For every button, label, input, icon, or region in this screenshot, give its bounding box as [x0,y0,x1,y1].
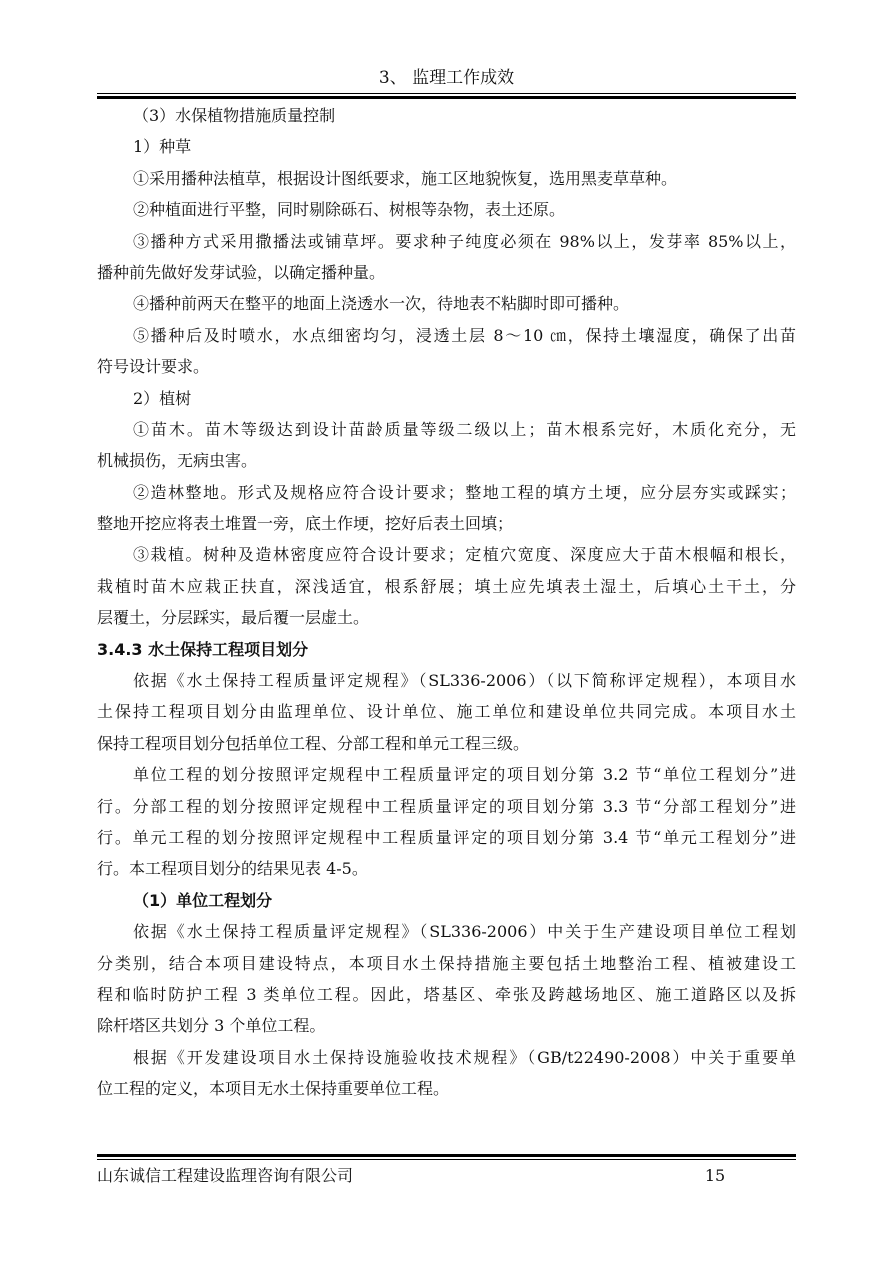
header-rule-thin [97,93,796,94]
document-body [97,100,796,1105]
text-line: ③播种方式采用撒播法或铺草坪。要求种子纯度必须在 98%以上，发芽率 85%以上， [133,231,796,251]
text-line: （3）水保植物措施质量控制 [133,106,336,125]
text-line: ④播种前两天在整平的地面上浇透水一次，待地表不粘脚时即可播种。 [133,294,630,314]
footer-company: 山东诚信工程建设监理咨询有限公司 [97,1166,354,1185]
footer-page-number: 15 [704,1166,726,1185]
text-line: 行。本工程项目划分的结果见表 4-5。 [97,859,368,879]
text-line: 依据《水土保持工程质量评定规程》（SL336-2006）中关于生产建设项目单位工程划 [133,922,796,942]
text-line: 行。单元工程的划分按照评定规程中工程质量评定的项目划分第 3.4 节“单元工程划分”进 [97,827,796,847]
text-line: 层覆土，分层踩实，最后覆一层虚土。 [97,608,370,628]
text-line: 机械损伤，无病虫害。 [97,451,258,471]
text-line: ①采用播种法植草，根据设计图纸要求，施工区地貌恢复，选用黑麦草草种。 [133,168,678,188]
text-line: 位工程的定义，本项目无水土保持重要单位工程。 [97,1079,450,1099]
text-line: 土保持工程项目划分由监理单位、设计单位、施工单位和建设单位共同完成。本项目水土 [97,702,796,722]
text-line: 行。分部工程的划分按照评定规程中工程质量评定的项目划分第 3.3 节“分部工程划分”进 [97,796,796,816]
text-line: 符号设计要求。 [97,357,210,377]
text-line: 整地开挖应将表土堆置一旁，底土作埂，挖好后表土回填； [97,514,514,534]
text-line: 2）植树 [133,388,192,408]
text-line: 分类别，结合本项目建设特点，本项目水土保持措施主要包括土地整治工程、植被建设工 [97,953,796,973]
text-line: ①苗木。苗木等级达到设计苗龄质量等级二级以上；苗木根系完好，木质化充分，无 [133,419,796,439]
text-line: ②种植面进行平整，同时剔除砾石、树根等杂物，表土还原。 [133,200,566,220]
text-line: 3.4.3 水土保持工程项目划分 [97,639,309,659]
text-line: ②造林整地。形式及规格应符合设计要求；整地工程的填方土埂，应分层夯实或踩实； [133,482,796,502]
page-header-title: 3、 监理工作成效 [378,68,515,88]
text-line: 播种前先做好发芽试验，以确定播种量。 [97,262,386,282]
text-line: 单位工程的划分按照评定规程中工程质量评定的项目划分第 3.2 节“单位工程划分”进 [133,765,796,785]
text-line: ⑤播种后及时喷水，水点细密均匀，浸透土层 8～10 ㎝，保持土壤湿度，确保了出苗 [133,325,796,345]
text-line: 根据《开发建设项目水土保持设施验收技术规程》（GB/t22490-2008）中关于重要单 [133,1047,796,1067]
text-line: （1）单位工程划分 [133,890,273,910]
text-line: 1）种草 [133,137,192,157]
text-line: 依据《水土保持工程质量评定规程》（SL336-2006）（以下简称评定规程），本项目水 [133,671,796,691]
text-line: 栽植时苗木应栽正扶直，深浅适宜，根系舒展；填土应先填表土湿土，后填心土干土，分 [97,576,796,596]
header-rule-thick [97,96,796,99]
text-line: 除杆塔区共划分 3 个单位工程。 [97,1016,326,1036]
text-line: 程和临时防护工程 3 类单位工程。因此，塔基区、牵张及跨越场地区、施工道路区以及拆 [97,984,796,1004]
text-line: ③栽植。树种及造林密度应符合设计要求；定植穴宽度、深度应大于苗木根幅和根长， [133,545,796,565]
footer-rule-thin [97,1159,796,1160]
footer-rule-thick [97,1154,796,1157]
text-line: 保持工程项目划分包括单位工程、分部工程和单元工程三级。 [97,733,530,753]
